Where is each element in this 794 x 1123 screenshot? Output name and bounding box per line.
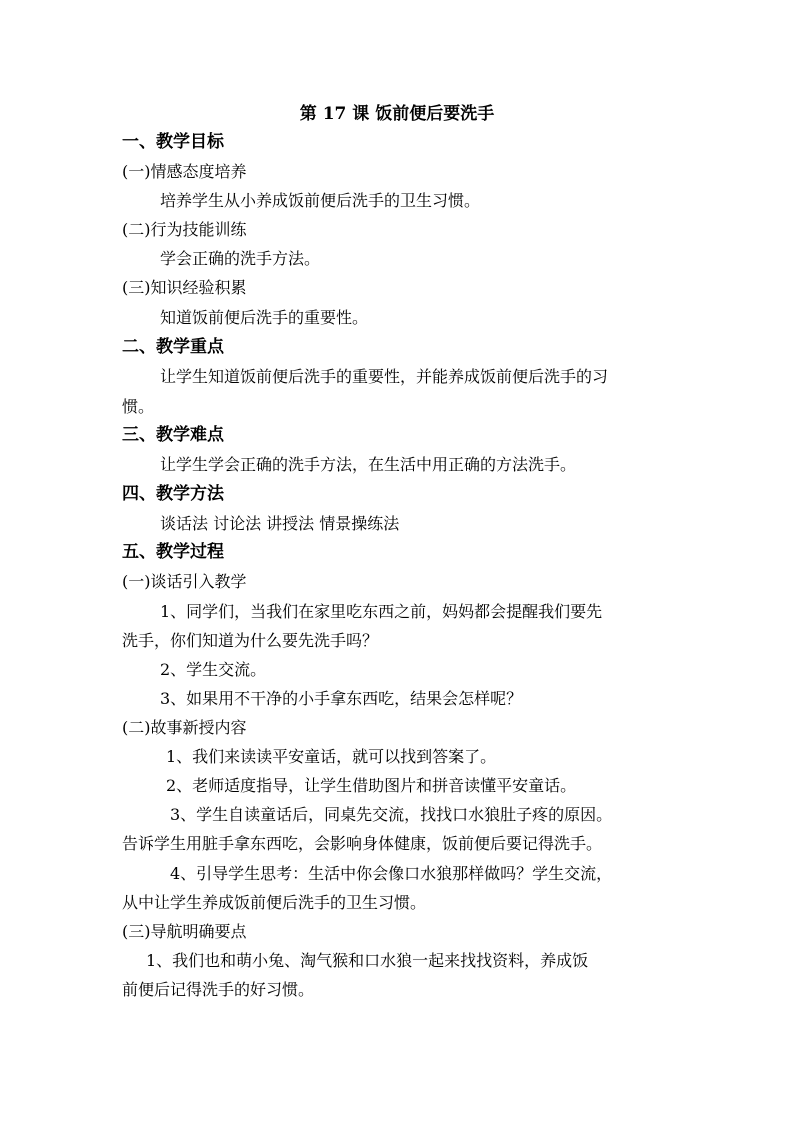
paragraph-navigation-1-line2: 前便后记得洗手的好习惯。 (122, 980, 315, 999)
paragraph-knowledge: 知道饭前便后洗手的重要性。 (160, 308, 369, 327)
paragraph-difficulty: 让学生学会正确的洗手方法，在生活中用正确的方法洗手。 (160, 455, 577, 474)
paragraph-intro-1-line1: 1、同学们，当我们在家里吃东西之前，妈妈都会提醒我们要先 (160, 602, 603, 621)
section-heading-focus: 二、教学重点 (122, 337, 224, 357)
paragraph-story-4-line2: 从中让学生养成饭前便后洗手的卫生习惯。 (122, 893, 427, 912)
subheading-intro: (一)谈话引入教学 (122, 572, 247, 591)
paragraph-intro-3: 3、如果用不干净的小手拿东西吃，结果会怎样呢？ (160, 689, 523, 708)
paragraph-navigation-1-line1: 1、我们也和萌小兔、淘气猴和口水狼一起来找找资料，养成饭 (146, 951, 589, 970)
paragraph-intro-1-line2: 洗手，你们知道为什么要先洗手吗？ (122, 631, 379, 650)
subheading-navigation: (三)导航明确要点 (122, 922, 247, 941)
subheading-emotion: (一)情感态度培养 (122, 162, 247, 181)
paragraph-methods: 谈话法 讨论法 讲授法 情景操练法 (160, 514, 400, 533)
paragraph-story-4-line1: 4、引导学生思考：生活中你会像口水狼那样做吗？学生交流， (170, 864, 613, 883)
paragraph-story-2: 2、老师适度指导，让学生借助图片和拼音读懂平安童话。 (166, 776, 577, 795)
section-heading-methods: 四、教学方法 (122, 484, 224, 504)
paragraph-focus-line1: 让学生知道饭前便后洗手的重要性，并能养成饭前便后洗手的习 (160, 367, 609, 386)
paragraph-story-3-line1: 3、学生自读童话后，同桌先交流，找找口水狼肚子疼的原因。 (170, 805, 613, 824)
section-heading-objectives: 一、教学目标 (122, 132, 224, 152)
paragraph-intro-2: 2、学生交流。 (160, 660, 267, 679)
section-heading-difficulty: 三、教学难点 (122, 425, 224, 445)
section-heading-process: 五、教学过程 (122, 542, 224, 562)
paragraph-skills: 学会正确的洗手方法。 (160, 249, 321, 268)
paragraph-story-1: 1、我们来读读平安童话，就可以找到答案了。 (166, 747, 497, 766)
paragraph-emotion: 培养学生从小养成饭前便后洗手的卫生习惯。 (160, 191, 481, 210)
subheading-skills: (二)行为技能训练 (122, 220, 247, 239)
subheading-knowledge: (三)知识经验积累 (122, 278, 247, 297)
paragraph-focus-line2: 惯。 (122, 397, 155, 416)
lesson-title: 第 17 课 饭前便后要洗手 (299, 104, 495, 124)
subheading-story: (二)故事新授内容 (122, 718, 247, 737)
paragraph-story-3-line2: 告诉学生用脏手拿东西吃，会影响身体健康，饭前便后要记得洗手。 (122, 834, 603, 853)
